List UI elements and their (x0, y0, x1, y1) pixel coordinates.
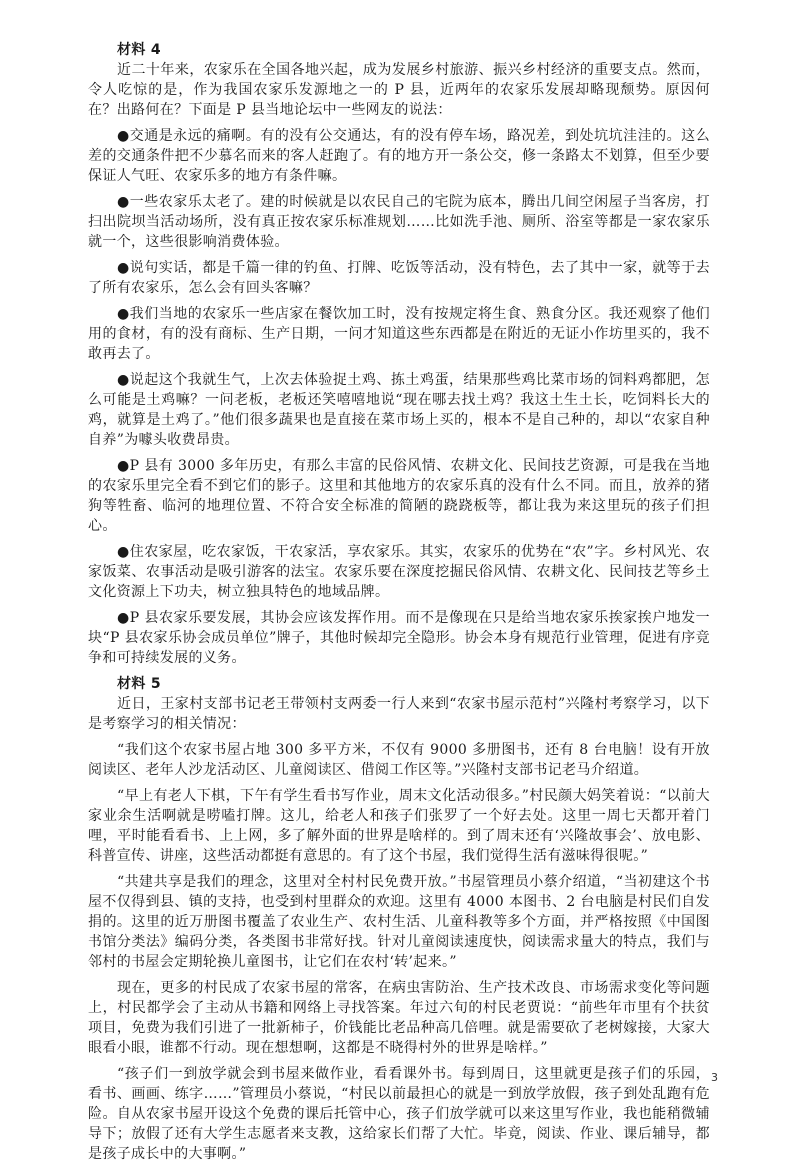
list-item (88, 192, 710, 252)
bullet-icon: ● (117, 194, 130, 210)
material-5-paragraph: “共建共享是我们的理念，这里对全村村民免费开放。”书屋管理员小蔡介绍道，“当初建这个书屋不仅得到县、镇的支持，也受到村里群众的欢迎。这里有 4000 本图书、2 台电脑是村民们自发捐的。这里的近万册图书覆盖了农业生产、农村生活、儿童科教等多个方面，并严格按照《中国图书馆分类法》编码分类，各类图书非常好找。针对儿童阅读速度快，阅读需求量大的特点，我们与邻村的书屋会定期轮换儿童图书，让它们在农村‘转’起来。” (88, 874, 710, 970)
material-4-heading: 材料 4 (117, 42, 162, 58)
list-item-text: P 县农家乐要发展，其协会应该发挥作用。而不是像现在只是给当地农家乐挨家挨户地发一块“P 县农家乐协会成员单位”牌子，其他时候却完全隐形。协会本身有规范行业管理，促进有序竞争和可持续发展的义务。 (88, 610, 710, 666)
list-item-text: 我们当地的农家乐一些店家在餐饮加工时，没有按规定将生食、熟食分区。我还观察了他们用的食材，有的没有商标、生产日期，一问才知道这些东西都是在附近的无证小作坊里买的，我不敢再去了。 (88, 306, 710, 362)
list-item-text: 交通是永远的痛啊。有的没有公交通达，有的没有停车场，路况差，到处坑坑洼洼的。这么差的交通条件把不少慕名而来的客人赶跑了。有的地方开一条公交，修一条路太不划算，但至少要保证人气旺、农家乐多的地方有条件嘛。 (88, 128, 710, 184)
material-5-paragraph: “早上有老人下棋，下午有学生看书写作业，周末文化活动很多。”村民颜大妈笑着说：“以前大家业余生活啊就是唠嗑打牌。这儿，给老人和孩子们张罗了一个好去处。这里一周七天都开着门哩，平时能看看书、上上网，多了解外面的世界是啥样的。到了周末还有‘兴隆故事会’、放电影、科普宣传、讲座，这些活动都挺有意思的。有了这个书屋，我们觉得生活有滋味得很呢。” (88, 788, 710, 864)
material-5-heading: 材料 5 (117, 676, 162, 692)
bullet-icon: ● (117, 610, 130, 626)
list-item (88, 456, 710, 536)
list-item (88, 304, 710, 364)
material-4-bullet-list (88, 126, 710, 668)
bullet-icon: ● (117, 458, 130, 474)
list-item-text: 说起这个我就生气，上次去体验捉土鸡、拣土鸡蛋，结果那些鸡比菜市场的饲料鸡都肥，怎么可能是土鸡嘛？一问老板，老板还笑嘻嘻地说“现在哪去找土鸡？我这土生土长，吃饲料长大的鸡，就算是土鸡了。”他们很多蔬果也是直接在菜市场上买的，根本不是自己种的，却以“农家自种自养”为噱头收费昂贵。 (88, 372, 710, 448)
bullet-icon: ● (117, 128, 130, 144)
bullet-icon: ● (117, 306, 130, 322)
list-item-text: 一些农家乐太老了。建的时候就是以农民自己的宅院为底本，腾出几间空闲屋子当客房，打扫出院坝当活动场所，没有真正按农家乐标准规划……比如洗手池、厕所、浴室等都是一家农家乐就一个，这些很影响消费体验。 (88, 194, 710, 250)
page-number: 3 (711, 1071, 718, 1084)
list-item (88, 370, 710, 450)
list-item (88, 126, 710, 186)
list-item (88, 258, 710, 298)
list-item (88, 608, 710, 668)
bullet-icon: ● (117, 544, 130, 560)
material-4-intro: 近二十年来，农家乐在全国各地兴起，成为发展乡村旅游、振兴乡村经济的重要支点。然而，令人吃惊的是，作为我国农家乐发源地之一的 P 县，近两年的农家乐发展却略现颓势。原因何在？出路何在？下面是 P 县当地论坛中一些网友的说法： (88, 62, 710, 118)
material-5-paragraph: 现在，更多的村民成了农家书屋的常客，在病虫害防治、生产技术改良、市场需求变化等问题上，村民都学会了主动从书籍和网络上寻找答案。年过六旬的村民老贾说：“前些年市里有个扶贫项目，免费为我们引进了一批新柿子，价钱能比老品种高几倍哩。就是需要砍了老树嫁接，大家大眼看小眼，谁都不行动。现在想想啊，这都是不晓得村外的世界是啥样。” (88, 980, 710, 1056)
page-content (88, 40, 710, 1170)
list-item (88, 542, 710, 602)
list-item-text: 说句实话，都是千篇一律的钓鱼、打牌、吃饭等活动，没有特色，去了其中一家，就等于去了所有农家乐，怎么会有回头客嘛？ (88, 260, 710, 296)
material-5-paragraph: “我们这个农家书屋占地 300 多平方米，不仅有 9000 多册图书，还有 8 台电脑！设有开放阅读区、老年人沙龙活动区、儿童阅读区、借阅工作区等。”兴隆村支部书记老马介绍道。 (88, 742, 710, 778)
bullet-icon: ● (117, 372, 130, 388)
list-item-text: P 县有 3000 多年历史，有那么丰富的民俗风情、农耕文化、民间技艺资源，可是我在当地的农家乐里完全看不到它们的影子。这里和其他地方的农家乐真的没有什么不同。而且，放养的猪狗等牲畜、临河的地理位置、不符合安全标准的简陋的跷跷板等，都让我为来这里玩的孩子们担心。 (88, 458, 710, 534)
material-5-intro: 近日，王家村支部书记老王带领村支两委一行人来到“农家书屋示范村”兴隆村考察学习，以下是考察学习的相关情况： (88, 696, 710, 732)
material-5-paragraph: “孩子们一到放学就会到书屋来做作业，看看课外书。每到周日，这里就更是孩子们的乐园，看书、画画、练字……”管理员小蔡说，“村民以前最担心的就是一到放学放假，孩子到处乱跑有危险。自从农家书屋开设这个免费的课后托管中心，孩子们放学就可以来这里写作业，我也能稍微辅导下；放假了还有大学生志愿者来支教，这给家长们帮了大忙。毕竟，阅读、作业、课后辅导，都是孩子成长中的大事啊。” (88, 1066, 710, 1162)
bullet-icon: ● (117, 260, 130, 276)
list-item-text: 住农家屋，吃农家饭，干农家活，享农家乐。其实，农家乐的优势在“农”字。乡村风光、农家饭菜、农事活动是吸引游客的法宝。农家乐要在深度挖掘民俗风情、农耕文化、民间技艺等乡土文化资源上下功夫，树立独具特色的地域品牌。 (88, 544, 710, 600)
